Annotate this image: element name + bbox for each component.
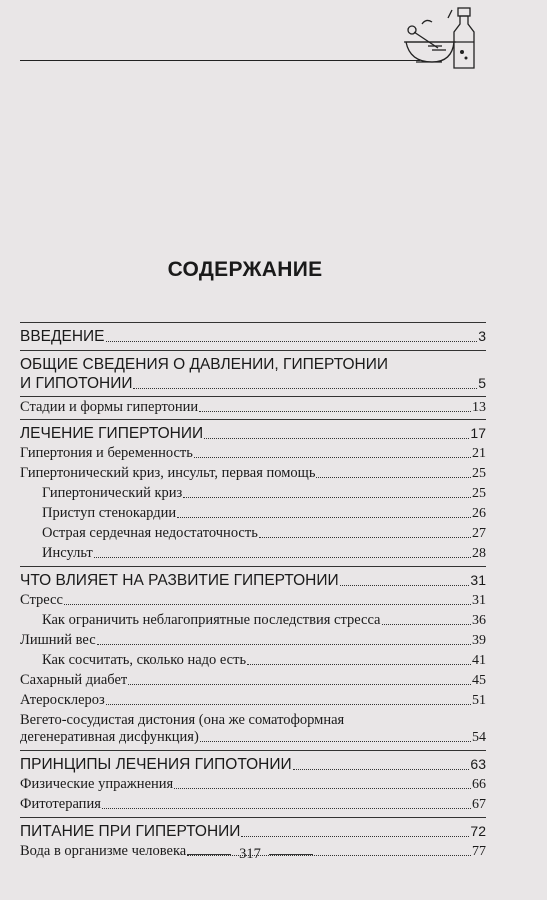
header-rule — [20, 60, 420, 61]
toc-entry[interactable] — [20, 465, 486, 482]
toc-entry-page: 31 — [470, 572, 486, 588]
toc-entry-page: 45 — [472, 673, 486, 688]
toc-entry-title: Фитотерапия — [20, 796, 101, 812]
toc-entry[interactable] — [20, 776, 486, 793]
toc-entry-title: Гипертонический криз — [42, 485, 183, 501]
toc-entry-title: Как сосчитать, сколько надо есть — [42, 652, 247, 668]
toc-entry[interactable] — [20, 755, 486, 774]
dot-leader — [102, 807, 471, 809]
toc-entry-page: 25 — [472, 466, 486, 481]
toc-entry-title: дегенеративная дисфункция) — [20, 729, 199, 745]
toc-entry-page: 72 — [470, 823, 486, 839]
toc-entry-title: Стресс — [20, 592, 63, 608]
toc-entry-title: Стадии и формы гипертонии — [20, 399, 199, 415]
dot-leader — [177, 516, 471, 518]
toc-entry-page: 39 — [472, 633, 486, 648]
toc-entry-page: 66 — [472, 777, 486, 792]
toc-entry-title: Как ограничить неблагоприятные последствия стресса — [42, 612, 381, 628]
dot-leader — [382, 623, 472, 625]
toc-entry-page: 54 — [472, 730, 486, 745]
toc-entry[interactable] — [20, 822, 486, 841]
toc-entry-title: ПРИНЦИПЫ ЛЕЧЕНИЯ ГИПОТОНИИ — [20, 756, 292, 773]
toc-entry[interactable] — [20, 424, 486, 443]
toc-entry-title: Гипертонический криз, инсульт, первая помощь — [20, 465, 316, 481]
dot-leader — [183, 496, 471, 498]
toc-entry-title-line1: ОБЩИЕ СВЕДЕНИЯ О ДАВЛЕНИИ, ГИПЕРТОНИИ — [20, 356, 389, 373]
toc-entry-title: Лишний вес — [20, 632, 96, 648]
toc-entry[interactable] — [20, 612, 486, 629]
dot-leader — [106, 340, 478, 342]
toc-entry-page: 41 — [472, 653, 486, 668]
toc-entry-page: 5 — [478, 375, 486, 391]
dot-leader — [133, 387, 477, 389]
toc-entry-page: 67 — [472, 797, 486, 812]
toc-entry[interactable] — [20, 796, 486, 813]
toc-entry[interactable] — [20, 592, 486, 609]
toc-entry-title-line1: Вегето-сосудистая дистония (она же соматоформная — [20, 712, 345, 728]
toc-entry-title: Инсульт — [42, 545, 93, 561]
toc-entry-title: Острая сердечная недостаточность — [42, 525, 258, 541]
dot-leader — [199, 410, 471, 412]
dot-leader — [316, 476, 471, 478]
toc-entry[interactable] — [20, 327, 486, 346]
toc-entry-page: 51 — [472, 693, 486, 708]
page-number: 317 — [239, 846, 261, 862]
toc-entry[interactable] — [20, 712, 486, 746]
toc-entry-title: ВВЕДЕНИЕ — [20, 328, 105, 345]
toc-entry-title: Атеросклероз — [20, 692, 105, 708]
toc-entry-title: Приступ стенокардии — [42, 505, 177, 521]
toc-entry[interactable] — [20, 355, 486, 393]
toc-title: СОДЕРЖАНИЕ — [167, 258, 323, 281]
toc-entry-page: 26 — [472, 506, 486, 521]
dot-leader — [204, 437, 469, 439]
toc-entry[interactable] — [20, 672, 486, 689]
toc-entry[interactable] — [20, 652, 486, 669]
dot-leader — [174, 787, 471, 789]
dot-leader — [259, 536, 471, 538]
toc-entry[interactable] — [20, 632, 486, 649]
toc-entry[interactable] — [20, 445, 486, 462]
footer-dash-left — [187, 854, 231, 855]
toc-entry-title: Вода в организме человека — [20, 843, 187, 859]
toc-entry-page: 63 — [470, 756, 486, 772]
toc-entry-page: 77 — [472, 844, 486, 859]
toc-entry-title: Сахарный диабет — [20, 672, 128, 688]
toc-entry-title: ЛЕЧЕНИЕ ГИПЕРТОНИИ — [20, 425, 204, 442]
toc-entry-page: 21 — [472, 446, 486, 461]
toc-entry-title: ПИТАНИЕ ПРИ ГИПЕРТОНИИ — [20, 823, 241, 840]
toc-entry-page: 36 — [472, 613, 486, 628]
toc-entry[interactable] — [20, 485, 486, 502]
toc-entry-page: 25 — [472, 486, 486, 501]
mortar-pestle-bottle-icon — [402, 2, 480, 76]
dot-leader — [94, 556, 471, 558]
toc-entry-title: И ГИПОТОНИИ — [20, 375, 133, 392]
dot-leader — [64, 603, 471, 605]
dot-leader — [97, 643, 471, 645]
dot-leader — [194, 456, 471, 458]
toc-entry-page: 17 — [470, 425, 486, 441]
toc-entry[interactable] — [20, 571, 486, 590]
toc-entry[interactable] — [20, 525, 486, 542]
dot-leader — [293, 768, 470, 770]
toc-entry-title: Физические упражнения — [20, 776, 174, 792]
footer-dash-right — [269, 854, 313, 855]
toc-entry[interactable] — [20, 505, 486, 522]
dot-leader — [106, 703, 471, 705]
dot-leader — [128, 683, 471, 685]
page-footer — [0, 846, 500, 863]
toc-entry-page: 13 — [472, 400, 486, 415]
toc-entry-page: 3 — [478, 328, 486, 344]
toc-entry-title: Гипертония и беременность — [20, 445, 193, 461]
dot-leader — [241, 835, 469, 837]
dot-leader — [200, 740, 471, 742]
toc-entry[interactable] — [20, 545, 486, 562]
toc-entry-page: 28 — [472, 546, 486, 561]
toc-entry[interactable] — [20, 692, 486, 709]
dot-leader — [247, 663, 471, 665]
toc-entry[interactable] — [20, 399, 486, 416]
toc-entry-title: ЧТО ВЛИЯЕТ НА РАЗВИТИЕ ГИПЕРТОНИИ — [20, 572, 339, 589]
dot-leader — [340, 584, 470, 586]
toc-entry-page: 27 — [472, 526, 486, 541]
table-of-contents — [20, 322, 486, 860]
toc-entry-page: 31 — [472, 593, 486, 608]
